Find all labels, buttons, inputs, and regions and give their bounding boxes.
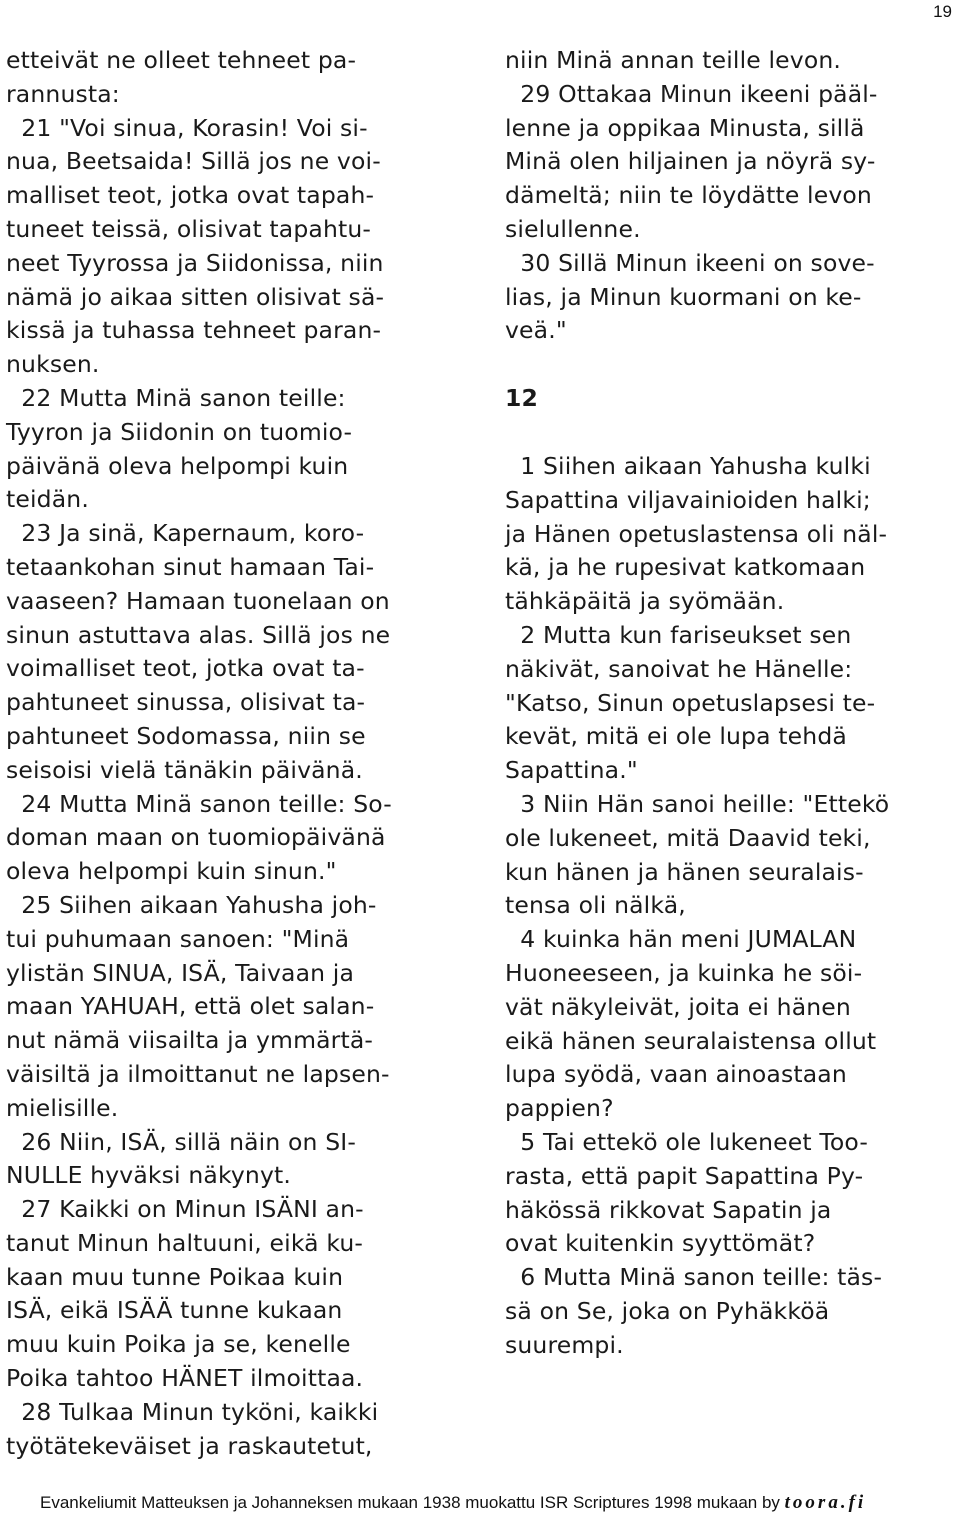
chapter-gap — [505, 416, 960, 450]
text-line: 23 Ja sinä, Kapernaum, koro- — [6, 519, 365, 548]
text-line: mielisille. — [6, 1093, 119, 1122]
text-line: 5 Tai ettekö ole lukeneet Too- — [505, 1127, 869, 1156]
text-line: 25 Siihen aikaan Yahusha joh- — [6, 890, 377, 919]
text-line: Minä olen hiljainen ja nöyrä sy- — [505, 147, 876, 176]
text-line: pappien? — [505, 1094, 614, 1123]
chapter-heading: 12 — [505, 384, 539, 413]
text-line: dämeltä; niin te löydätte levon — [505, 181, 872, 210]
text-line: tetaankohan sinut hamaan Tai- — [6, 552, 375, 581]
text-line: teidän. — [6, 485, 89, 514]
text-line: kun hänen ja hänen seuralais- — [505, 857, 864, 886]
text-line: Sapattina viljavainioiden halki; — [505, 485, 871, 514]
text-line: ja Hänen opetuslastensa oli näl- — [505, 519, 888, 548]
text-line: muu kuin Poika ja se, kenelle — [6, 1330, 351, 1359]
right-column-top — [505, 44, 960, 348]
text-line: 28 Tulkaa Minun tyköni, kaikki — [6, 1397, 379, 1426]
text-line: 26 Niin, ISÄ, sillä näin on SI- — [6, 1127, 356, 1156]
text-line: neet Tyyrossa ja Siidonissa, niin — [6, 248, 384, 277]
text-line: työtätekeväiset ja raskautetut, — [6, 1431, 373, 1460]
text-line: niin Minä annan teille levon. — [505, 46, 842, 74]
text-line: tuneet teissä, olisivat tapahtu- — [6, 214, 372, 243]
text-line: tui puhumaan sanoen: "Minä — [6, 924, 350, 953]
text-line: etteivät ne olleet tehneet pa- — [6, 46, 357, 74]
text-line: kevät, mitä ei ole lupa tehdä — [505, 722, 847, 751]
text-line: seisoisi vielä tänäkin päivänä. — [6, 755, 363, 784]
text-line: eikä hänen seuralaistensa ollut — [505, 1026, 877, 1055]
text-line: pahtuneet Sodomassa, niin se — [6, 721, 366, 750]
left-column — [6, 44, 461, 1463]
text-line: kä, ja he rupesivat katkomaan — [505, 553, 866, 582]
text-line: 3 Niin Hän sanoi heille: "Ettekö — [505, 789, 890, 818]
text-line: 27 Kaikki on Minun ISÄNI an- — [6, 1195, 364, 1224]
text-line: ylistän SINUA, ISÄ, Taivaan ja — [6, 958, 355, 987]
text-line: häkössä rikkovat Sapatin ja — [505, 1195, 832, 1224]
text-line: lupa syödä, vaan ainoastaan — [505, 1060, 847, 1089]
text-line: sinun astuttava alas. Sillä jos ne — [6, 620, 391, 649]
text-line: vaaseen? Hamaan tuonelaan on — [6, 586, 390, 615]
text-line: 2 Mutta kun fariseukset sen — [505, 620, 852, 649]
text-line: pahtuneet sinussa, olisivat ta- — [6, 688, 366, 717]
text-line: 21 "Voi sinua, Korasin! Voi si- — [6, 113, 368, 142]
text-line: päivänä oleva helpompi kuin — [6, 451, 349, 480]
text-line: malliset teot, jotka ovat tapah- — [6, 181, 375, 210]
text-line: 1 Siihen aikaan Yahusha kulki — [505, 451, 871, 480]
text-line: Poika tahtoo HÄNET ilmoittaa. — [6, 1364, 364, 1393]
text-line: kaan muu tunne Poikaa kuin — [6, 1262, 344, 1291]
text-line: sielullenne. — [505, 214, 641, 243]
text-line: ole lukeneet, mitä Daavid teki, — [505, 823, 871, 852]
text-line: rasta, että papit Sapattina Py- — [505, 1161, 864, 1190]
page-number: 19 — [933, 2, 952, 21]
text-line: 30 Sillä Minun ikeeni on sove- — [505, 248, 875, 277]
text-line: kissä ja tuhassa tehneet paran- — [6, 316, 382, 345]
text-line: nut nämä viisailta ja ymmärtä- — [6, 1026, 374, 1055]
text-line: lenne ja oppikaa Minusta, sillä — [505, 113, 865, 142]
text-line: voimalliset teot, jotka ovat ta- — [6, 654, 365, 683]
text-line: rannusta: — [6, 79, 120, 108]
text-line: väisiltä ja ilmoittanut ne lapsen- — [6, 1059, 390, 1088]
text-line: 29 Ottakaa Minun ikeeni pääl- — [505, 79, 878, 108]
text-line: oleva helpompi kuin sinun." — [6, 857, 337, 886]
text-line: näkivät, sanoivat he Hänelle: — [505, 654, 853, 683]
text-line: Tyyron ja Siidonin on tuomio- — [6, 417, 353, 446]
text-line: tensa oli nälkä, — [505, 891, 686, 920]
text-line: tanut Minun haltuuni, eikä ku- — [6, 1228, 364, 1257]
text-line: ovat kuitenkin syyttömät? — [505, 1229, 816, 1258]
text-line: 24 Mutta Minä sanon teille: So- — [6, 789, 392, 818]
text-line: "Katso, Sinun opetuslapsesi te- — [505, 688, 876, 717]
text-line: 6 Mutta Minä sanon teille: täs- — [505, 1263, 883, 1292]
text-line: lias, ja Minun kuormani on ke- — [505, 282, 862, 311]
text-line: maan YAHUAH, että olet salan- — [6, 992, 375, 1021]
text-line: nämä jo aikaa sitten olisivat sä- — [6, 282, 385, 311]
text-line: tähkäpäitä ja syömään. — [505, 587, 785, 616]
text-line: nuksen. — [6, 350, 100, 379]
footer-brand: toora.fi — [784, 1492, 867, 1513]
text-line: 4 kuinka hän meni JUMALAN — [505, 925, 857, 954]
text-line: veä." — [505, 316, 567, 345]
text-line: 22 Mutta Minä sanon teille: — [6, 383, 346, 412]
page-footer — [40, 1492, 866, 1514]
text-line: NULLE hyväksi näkynyt. — [6, 1161, 292, 1190]
text-line: ISÄ, eikä ISÄÄ tunne kukaan — [6, 1296, 343, 1325]
text-line: doman maan on tuomiopäivänä — [6, 823, 386, 852]
right-column-bottom — [505, 450, 960, 1363]
right-column — [505, 44, 960, 1362]
text-line: vät näkyleivät, joita ei hänen — [505, 992, 851, 1021]
text-line: Sapattina." — [505, 756, 638, 785]
text-line: Huoneeseen, ja kuinka he söi- — [505, 958, 863, 987]
text-line: nua, Beetsaida! Sillä jos ne voi- — [6, 147, 381, 176]
text-line: sä on Se, joka on Pyhäkköä — [505, 1296, 830, 1325]
text-line: suurempi. — [505, 1330, 624, 1359]
footer-text: Evankeliumit Matteuksen ja Johanneksen mukaan 1938 muokattu ISR Scriptures 1998 mukaan by — [40, 1493, 785, 1512]
